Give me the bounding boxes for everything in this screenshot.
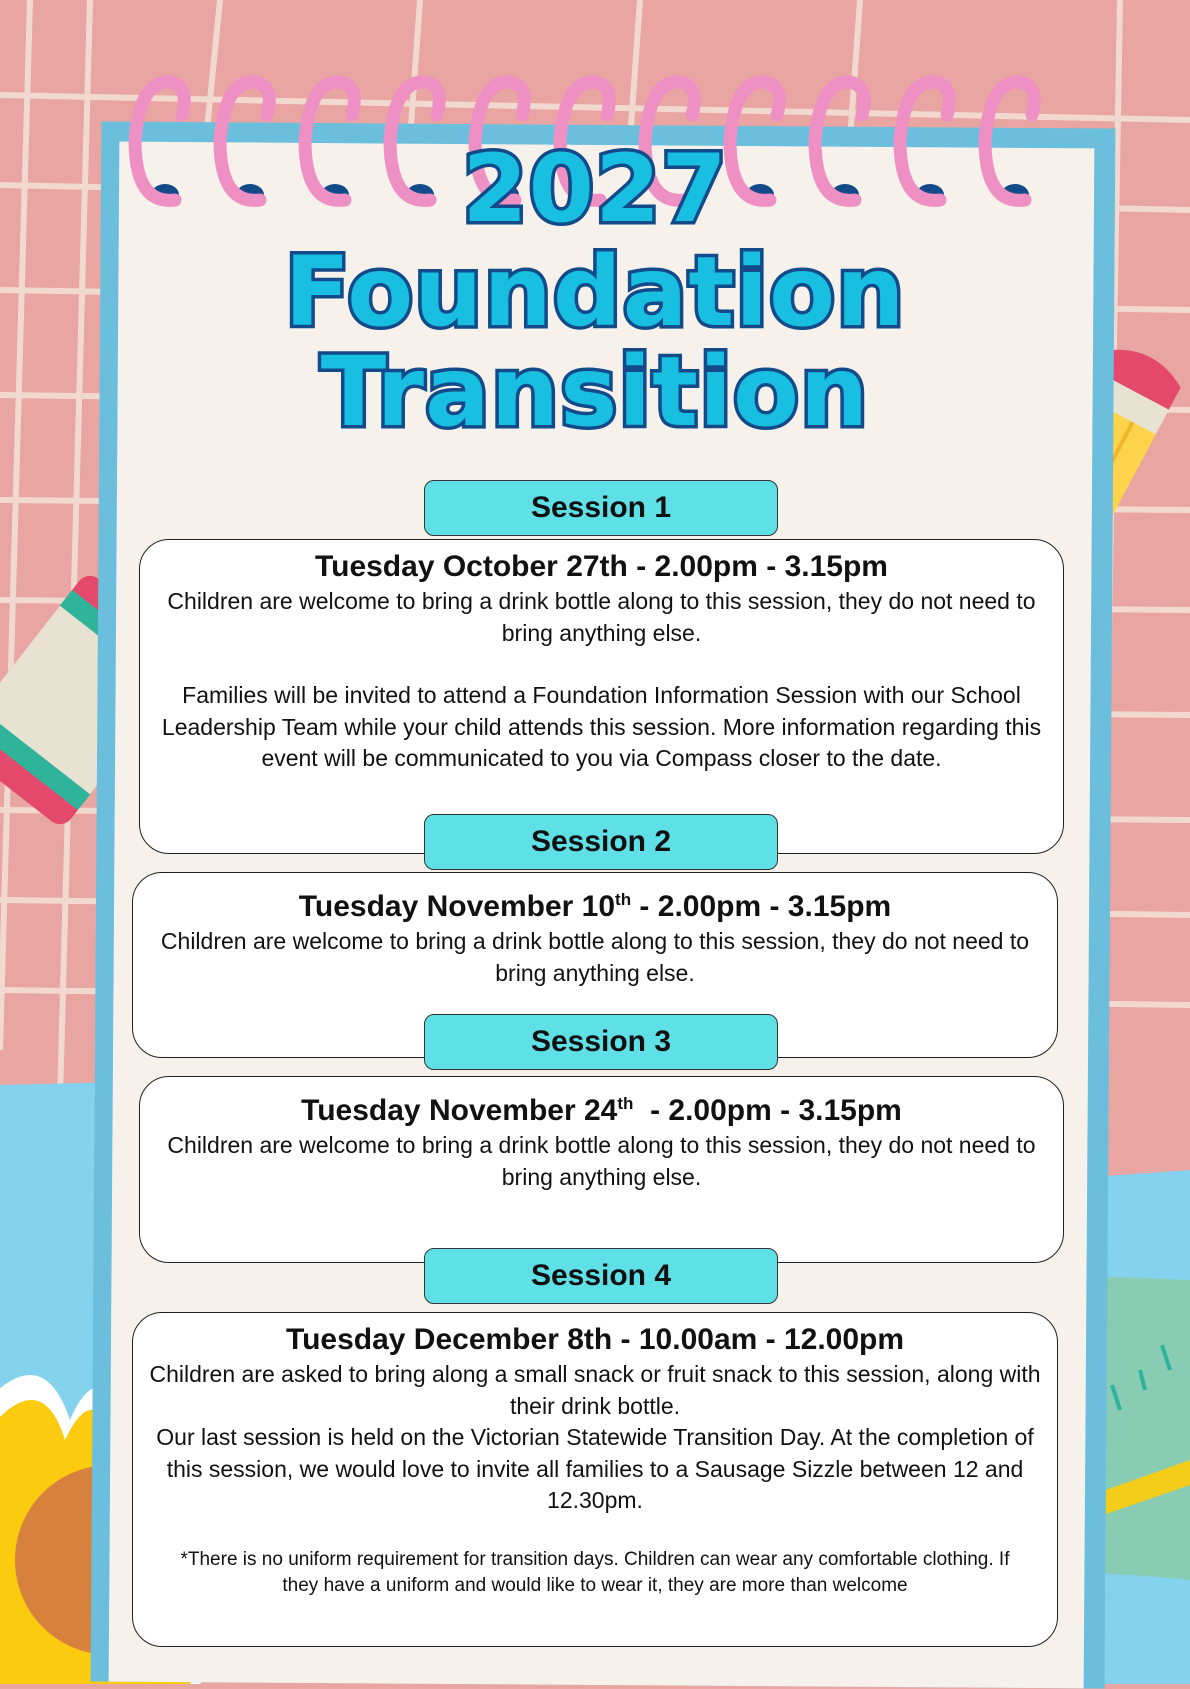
session-2-tab: Session 2: [424, 814, 778, 870]
session-2-heading: [133, 881, 1057, 926]
session-1-text-1: Children are welcome to bring a drink bottle along to this session, they do not need to bring anything else.: [167, 588, 1036, 646]
session-3-heading-suffix: th: [617, 1094, 634, 1113]
title-line-2: Transition: [320, 336, 870, 448]
session-4-tab: Session 4: [424, 1248, 778, 1304]
session-1-card: [139, 539, 1064, 854]
session-1-heading: Tuesday October 27th - 2.00pm - 3.15pm: [315, 550, 888, 583]
session-3-card: [139, 1076, 1064, 1263]
session-2-text-1: Children are welcome to bring a drink bottle along to this session, they do not need to bring anything else.: [160, 928, 1030, 986]
session-4-text-1: Children are asked to bring along a small snack or fruit snack to this session, along with their drink bottle.: [149, 1361, 1041, 1419]
title-year: 2027: [462, 135, 728, 244]
session-2-heading-time: - 2.00pm - 3.15pm: [631, 890, 892, 923]
session-1-text-2: Families will be invited to attend a Foundation Information Session with our School Leadership Team while your child attends this session. More information regarding this event will be communicated to you via Compass closer to the date.: [161, 682, 1042, 771]
session-1-tab: Session 1: [424, 480, 778, 536]
session-2-heading-date: Tuesday November 10: [298, 890, 616, 923]
session-3-heading-time: - 2.00pm - 3.15pm: [633, 1094, 902, 1127]
session-4-note: *There is no uniform requirement for transition days. Children can wear any comfortable clothing. If they have a uniform and would like to wear it, they are more than welcome: [180, 1548, 1010, 1596]
session-4-heading: Tuesday December 8th - 10.00am - 12.00pm: [285, 1323, 905, 1356]
title-line-1: Foundation: [284, 236, 906, 348]
session-3-text-1: Children are welcome to bring a drink bottle along to this session, they do not need to bring anything else.: [167, 1132, 1036, 1190]
session-4-text-2: Our last session is held on the Victorian Statewide Transition Day. At the completion of this session, we would love to invite all families to a Sausage Sizzle between 12 and 12.30pm.: [156, 1424, 1034, 1513]
session-3-tab: Session 3: [424, 1014, 778, 1070]
session-3-heading-date: Tuesday November 24: [301, 1094, 618, 1127]
session-4-card: [132, 1312, 1058, 1647]
session-2-heading-suffix: th: [615, 890, 632, 909]
session-3-heading: [140, 1085, 1063, 1130]
